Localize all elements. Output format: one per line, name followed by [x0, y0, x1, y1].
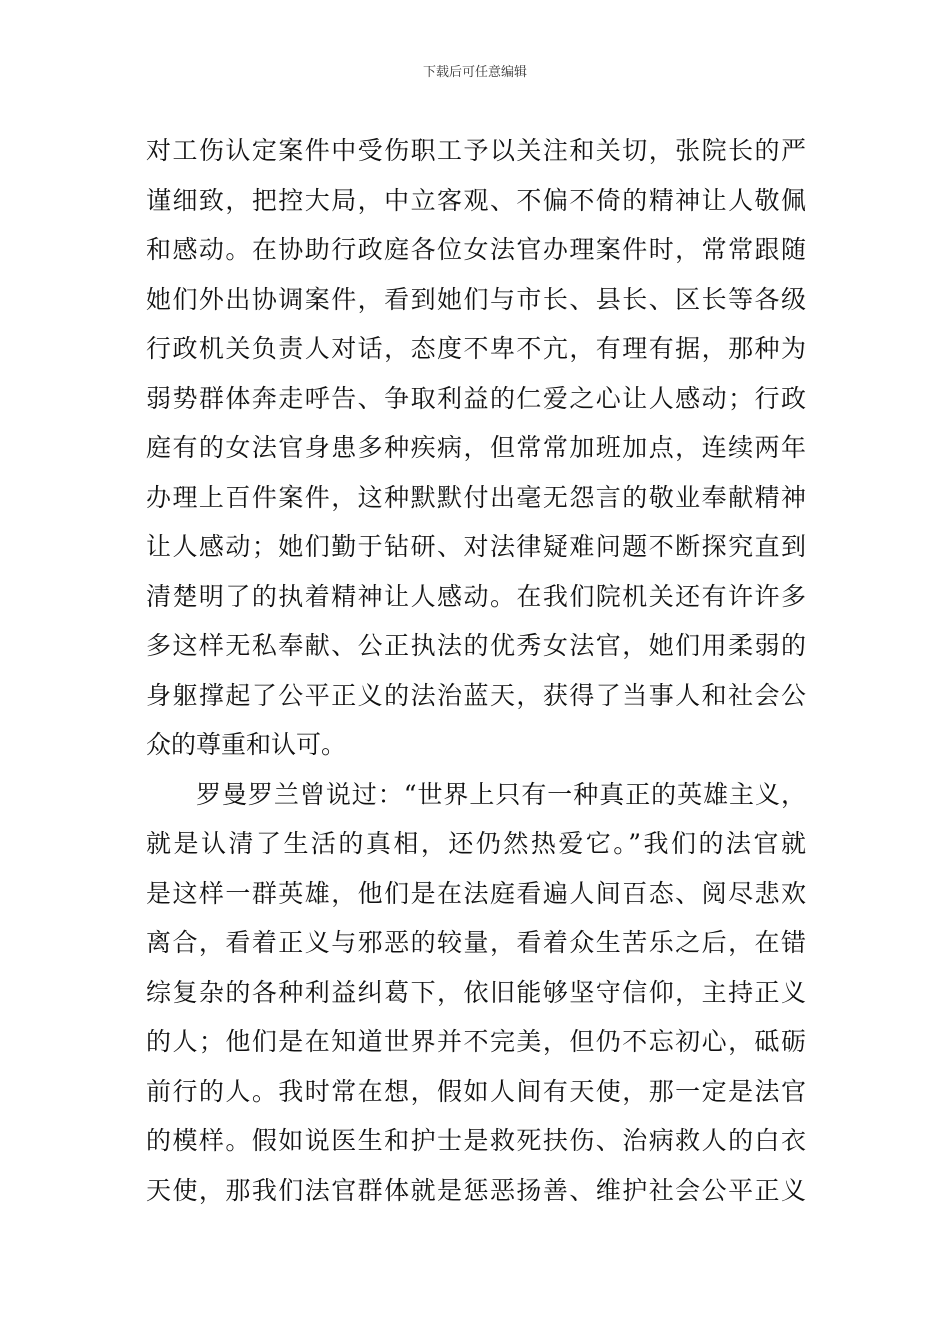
text-line: 前行的人。我时常在想，假如人间有天使，那一定是法官	[146, 1076, 806, 1106]
text-line: 谨细致，把控大局，中立客观、不偏不倚的精神让人敬佩	[146, 185, 806, 215]
text-line: 弱势群体奔走呼告、争取利益的仁爱之心让人感动；行政	[146, 383, 806, 413]
text-line: 离合，看着正义与邪恶的较量，看着众生苦乐之后，在错	[146, 928, 806, 957]
text-line: 让人感动；她们勤于钻研、对法律疑难问题不断探究直到	[146, 532, 806, 561]
text-line: 身躯撑起了公平正义的法治蓝天，获得了当事人和社会公	[146, 680, 806, 710]
text-line: 对工伤认定案件中受伤职工予以关注和关切，张院长的严	[146, 136, 806, 165]
text-line: 的模样。假如说医生和护士是救死扶伤、治病救人的白衣	[146, 1126, 806, 1155]
page-header: 下载后可任意编辑	[422, 65, 527, 80]
text-line: 行政机关负责人对话，态度不卑不亢，有理有据，那种为	[146, 334, 806, 363]
text-line: 和感动。在协助行政庭各位女法官办理案件时，常常跟随	[146, 235, 806, 264]
text-line: 天使，那我们法官群体就是惩恶扬善、维护社会公平正义	[146, 1175, 806, 1205]
text-line: 她们外出协调案件，看到她们与市长、县长、区长等各级	[146, 284, 806, 314]
text-line: 清楚明了的执着精神让人感动。在我们院机关还有许许多	[146, 581, 806, 611]
text-line: 综复杂的各种利益纠葛下，依旧能够坚守信仰，主持正义	[146, 977, 806, 1007]
text-line: 罗曼罗兰曾说过：“世界上只有一种真正的英雄主义，	[196, 779, 806, 809]
paragraph-1	[146, 126, 806, 770]
text-line: 是这样一群英雄，他们是在法庭看遍人间百态、阅尽悲欢	[146, 878, 806, 908]
text-line: 众的尊重和认可。	[146, 730, 347, 759]
text-line: 多这样无私奉献、公正执法的优秀女法官，她们用柔弱的	[146, 631, 806, 660]
body-text	[146, 126, 806, 1215]
text-line: 的人；他们是在知道世界并不完美，但仍不忘初心，砥砺	[146, 1027, 806, 1056]
text-line: 办理上百件案件，这种默默付出毫无怨言的敬业奉献精神	[146, 482, 806, 512]
text-line: 就是认清了生活的真相，还仍然热爱它。”我们的法官就	[146, 829, 806, 858]
paragraph-2	[146, 770, 806, 1216]
text-line: 庭有的女法官身患多种疾病，但常常加班加点，连续两年	[146, 433, 806, 462]
